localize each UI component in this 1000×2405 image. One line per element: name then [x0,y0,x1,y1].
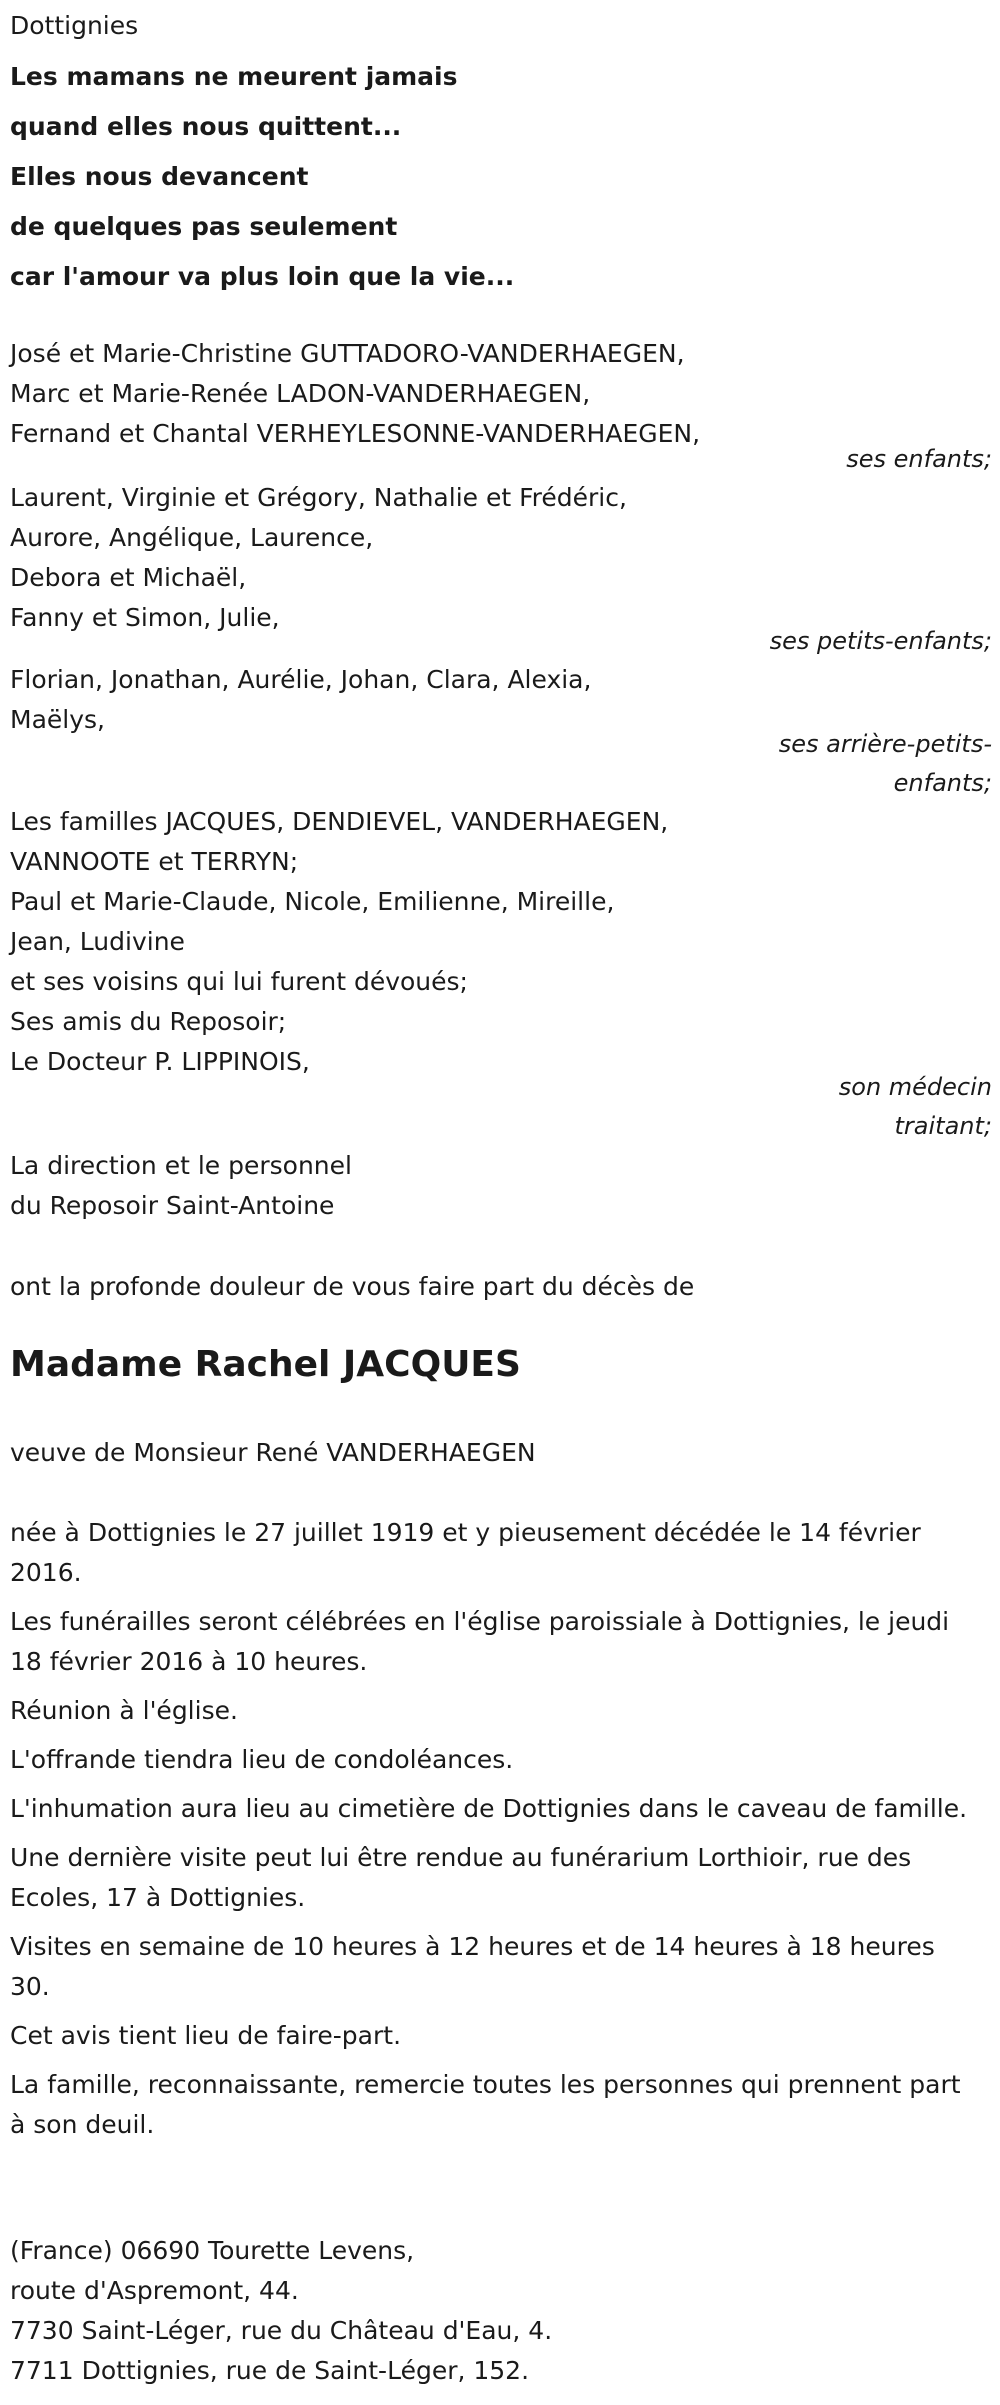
family-line: Florian, Jonathan, Aurélie, Johan, Clara, Alexia, [10,665,592,694]
address-line: 7711 Dottignies, rue de Saint-Léger, 152. [10,2356,530,2385]
family-line: Laurent, Virginie et Grégory, Nathalie et Frédéric, [10,483,627,512]
family-line: Aurore, Angélique, Laurence, [10,523,374,552]
family-line: et ses voisins qui lui furent dévoués; [10,967,468,996]
detail-paragraph: Les funérailles seront célébrées en l'église paroissiale à Dottignies, le jeudi 18 février 2016 à 10 heures. [10,1607,950,1676]
relation-label [680,622,992,661]
relation-line: son médecin [838,1073,992,1101]
relation-line: ses enfants; [846,445,992,473]
family-group-staff [10,1146,995,1226]
detail-paragraph: Une dernière visite peut lui être rendue au funérarium Lorthioir, rue des Ecoles, 17 à Dottignies. [10,1843,912,1912]
family-line: Fernand et Chantal VERHEYLESONNE-VANDERHAEGEN, [10,419,701,448]
relation-label [680,440,992,479]
deceased-name: Madame Rachel JACQUES [10,1344,521,1385]
relation-line: traitant; [894,1112,992,1140]
poem-line: Elles nous devancent [10,162,309,191]
town-name: Dottignies [10,11,139,40]
detail-paragraph: née à Dottignies le 27 juillet 1919 et y pieusement décédée le 14 février 2016. [10,1518,921,1587]
family-line: du Reposoir Saint-Antoine [10,1191,335,1220]
poem-line: quand elles nous quittent... [10,112,402,141]
family-group-relatives [10,802,995,1082]
address-line: 7730 Saint-Léger, rue du Château d'Eau, 4. [10,2316,553,2345]
family-line: Fanny et Simon, Julie, [10,603,280,632]
poem-line: car l'amour va plus loin que la vie... [10,262,515,291]
family-line: VANNOOTE et TERRYN; [10,847,299,876]
address-line: (France) 06690 Tourette Levens, [10,2236,415,2265]
relation-label [680,1068,992,1146]
relation-label [680,725,992,803]
family-group-grandchildren [10,478,995,638]
family-line: Ses amis du Reposoir; [10,1007,287,1036]
family-line: Paul et Marie-Claude, Nicole, Emilienne, Mireille, [10,887,615,916]
poem [10,52,995,302]
family-line: José et Marie-Christine GUTTADORO-VANDERHAEGEN, [10,339,685,368]
address-line: route d'Aspremont, 44. [10,2276,299,2305]
announcement: ont la profonde douleur de vous faire part du décès de [10,1272,695,1301]
family-group-children [10,334,995,454]
family-line: La direction et le personnel [10,1151,352,1180]
family-line: Les familles JACQUES, DENDIEVEL, VANDERHAEGEN, [10,807,669,836]
relation-line: enfants; [893,769,992,797]
family-line: Jean, Ludivine [10,927,185,956]
addresses [10,2231,995,2391]
detail-paragraph: Cet avis tient lieu de faire-part. [10,2021,402,2050]
detail-paragraph: L'inhumation aura lieu au cimetière de Dottignies dans le caveau de famille. [10,1794,968,1823]
poem-line: de quelques pas seulement [10,212,398,241]
detail-paragraph: L'offrande tiendra lieu de condoléances. [10,1745,514,1774]
funeral-details [10,1513,982,2154]
family-line: Le Docteur P. LIPPINOIS, [10,1047,310,1076]
detail-paragraph: La famille, reconnaissante, remercie toutes les personnes qui prennent part à son deuil. [10,2070,961,2139]
poem-line: Les mamans ne meurent jamais [10,62,458,91]
relation-line: ses arrière-petits- [778,730,992,758]
family-line: Marc et Marie-Renée LADON-VANDERHAEGEN, [10,379,591,408]
detail-paragraph: Visites en semaine de 10 heures à 12 heures et de 14 heures à 18 heures 30. [10,1932,935,2001]
family-line: Debora et Michaël, [10,563,247,592]
family-line: Maëlys, [10,705,105,734]
relation-line: ses petits-enfants; [769,627,992,655]
widow-of: veuve de Monsieur René VANDERHAEGEN [10,1438,536,1467]
detail-paragraph: Réunion à l'église. [10,1696,238,1725]
